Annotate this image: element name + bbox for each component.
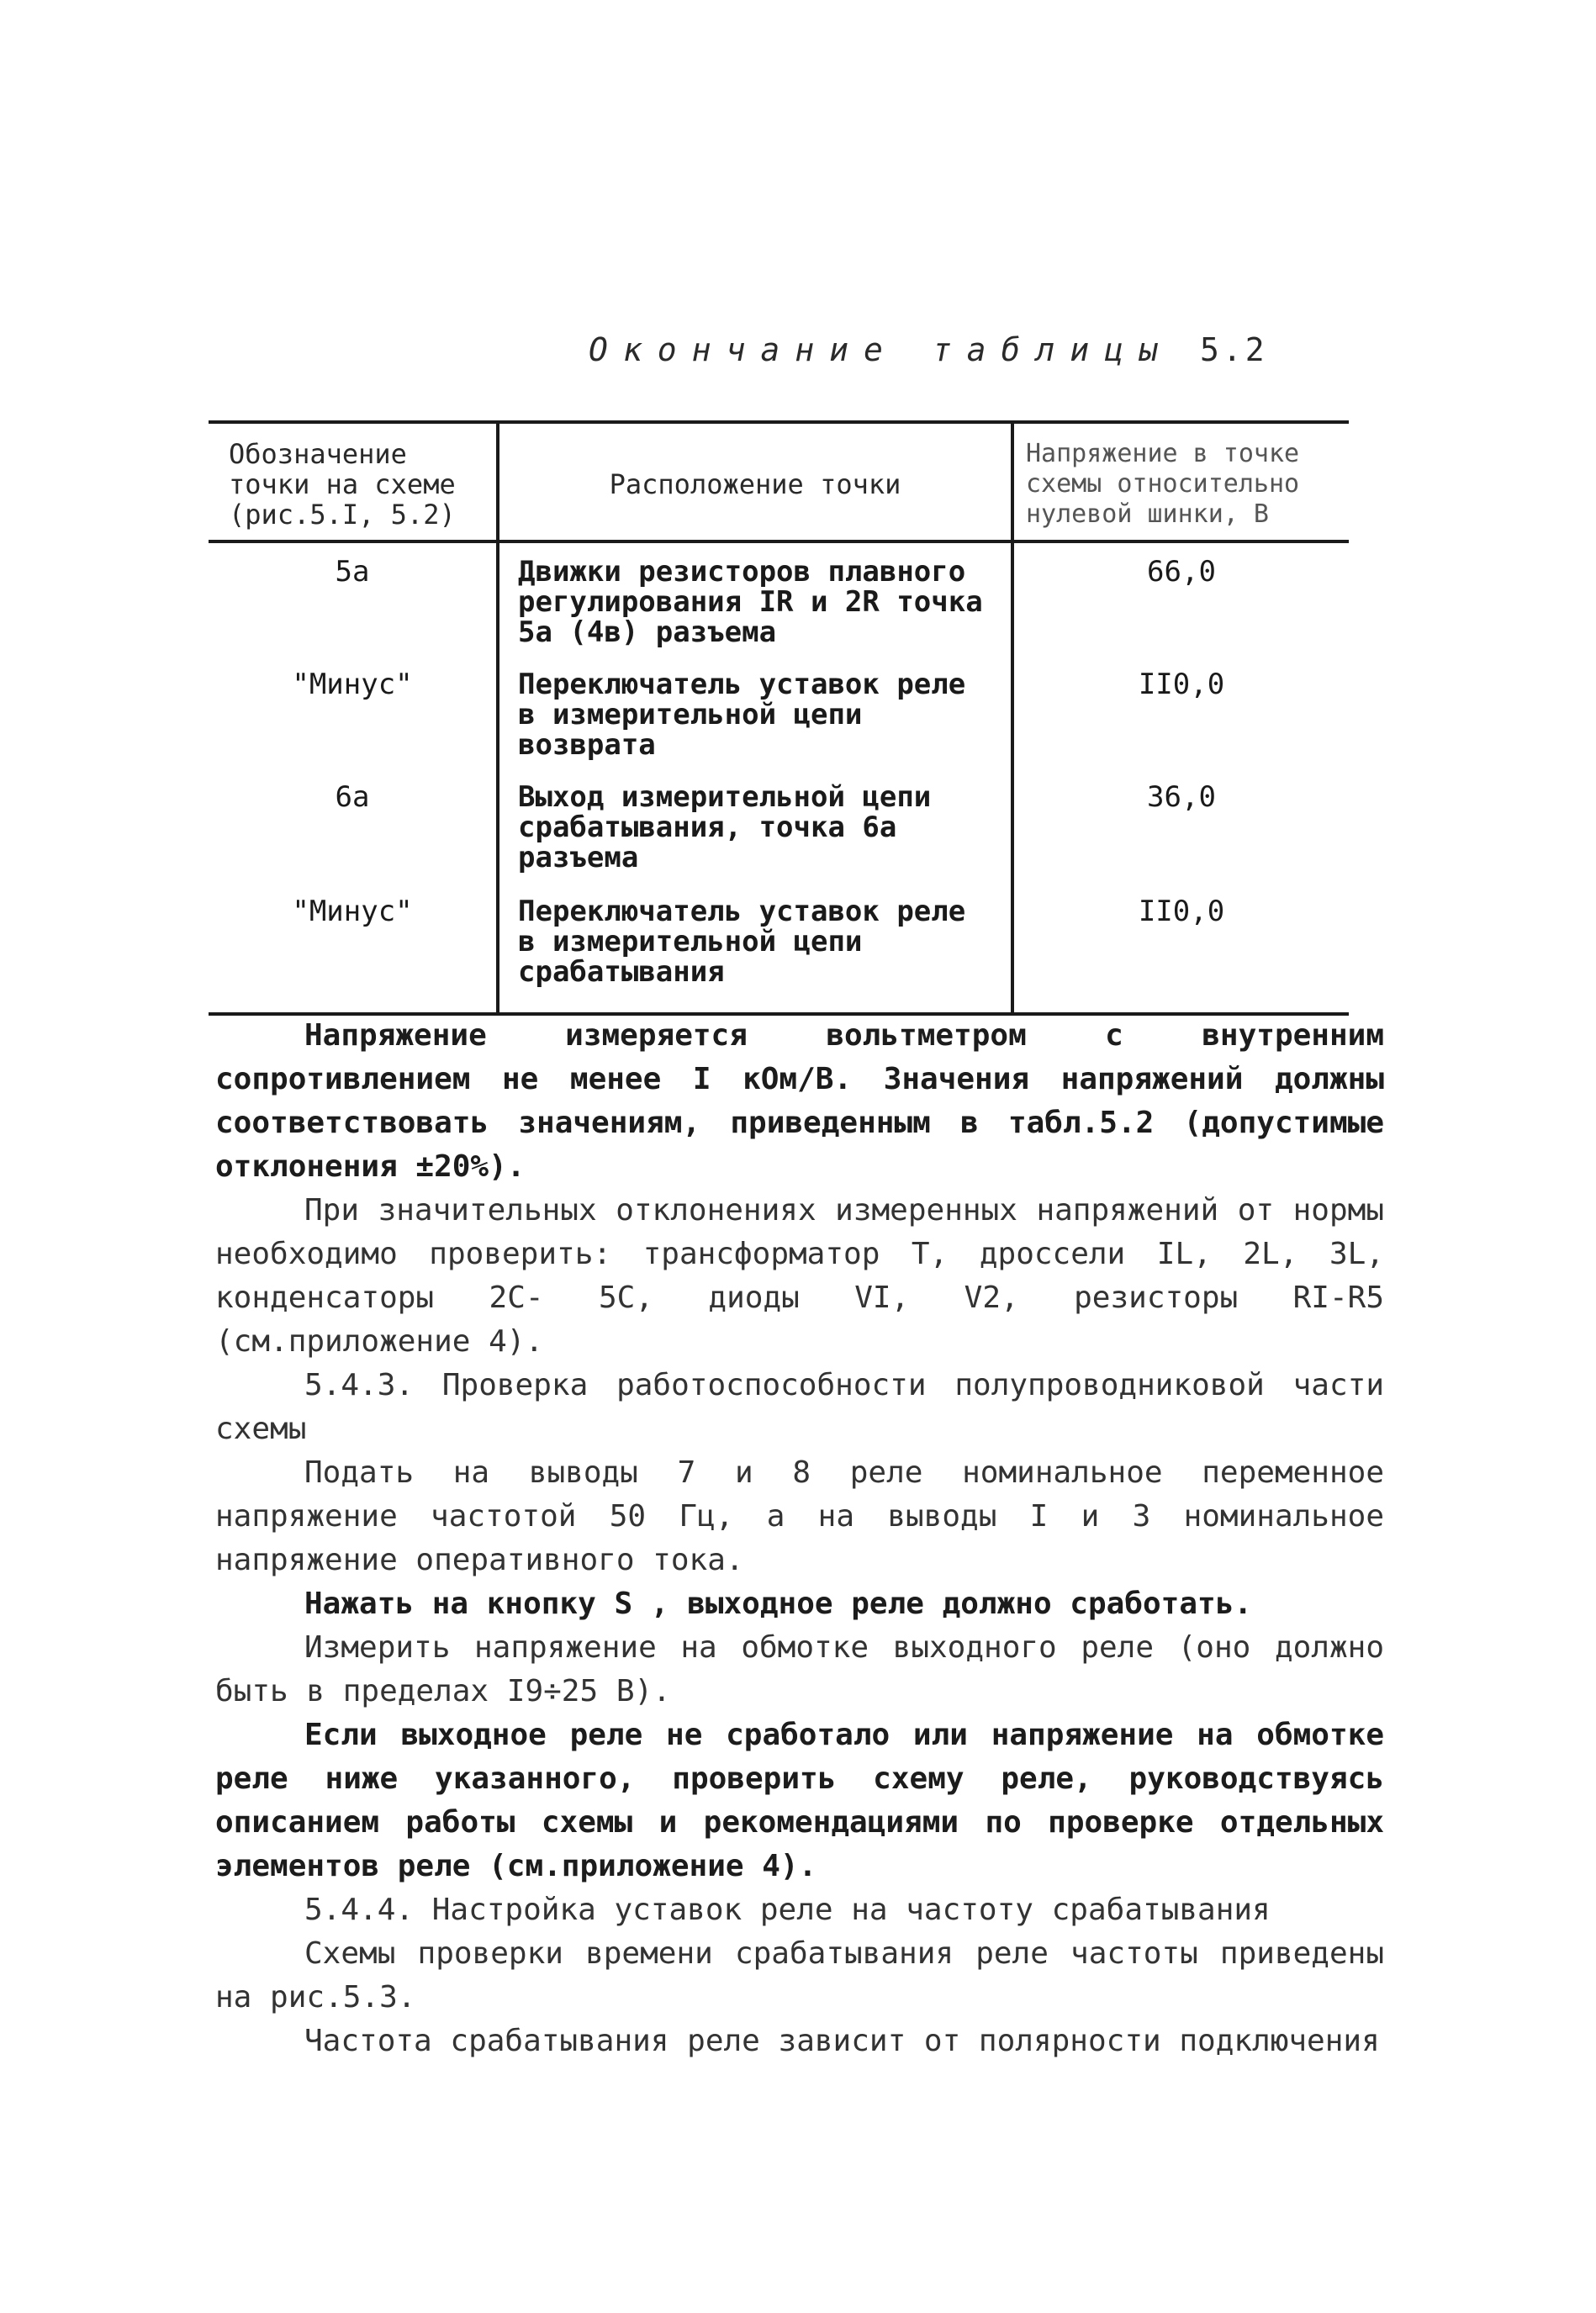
paragraph-deviations: При значительных отклонениях измеренных напряжений от нормы необходимо проверить: трансформатор Т, дроссели IL, 2L, 3L, конденсаторы 2С- 5С, диоды VI, V2, резисторы RI-R5 (см.приложение 4). bbox=[215, 1193, 1384, 1359]
table-caption bbox=[589, 331, 1268, 368]
header-location: Расположение точки bbox=[498, 422, 1012, 541]
table-row bbox=[209, 883, 1349, 1014]
caption-text: Окончание таблицы bbox=[589, 331, 1173, 368]
body-text bbox=[215, 1014, 1384, 2063]
cell-voltage: II0,0 bbox=[1012, 656, 1349, 768]
paragraph-5-4-4-heading: 5.4.4. Настройка уставок реле на частоту срабатывания bbox=[304, 1893, 1271, 1927]
paragraph-measure-voltage: Измерить напряжение на обмотке выходного реле (оно должно быть в пределах I9÷25 В). bbox=[215, 1630, 1384, 1708]
cell-location: Движки резисторов плавного регулирования IR и 2R точка 5а (4в) разъема bbox=[498, 541, 1012, 656]
table-row bbox=[209, 768, 1349, 883]
cell-mark: "Минус" bbox=[292, 668, 413, 701]
header-mark: Обозначение точки на схеме (рис.5.I, 5.2) bbox=[209, 422, 498, 541]
cell-location: Выход измерительной цепи срабатывания, точка 6а разъема bbox=[498, 768, 1012, 883]
cell-voltage: 36,0 bbox=[1012, 768, 1349, 883]
paragraph-press-button: Нажать на кнопку S , выходное реле должно сработать. bbox=[304, 1587, 1253, 1621]
cell-mark: "Минус" bbox=[292, 895, 413, 928]
cell-location: Переключатель уставок реле в измерительной цепи срабатывания bbox=[498, 883, 1012, 1014]
paragraph-test-schemes: Схемы проверки времени срабатывания реле частоты приведены на рис.5.3. bbox=[215, 1936, 1384, 2015]
paragraph-if-not-triggered: Если выходное реле не сработало или напряжение на обмотке реле ниже указанного, проверить схему реле, руководствуясь описанием работы схемы и рекомендациями по проверке отдельных элементов реле (см.приложение 4). bbox=[215, 1718, 1384, 1883]
caption-number: 5.2 bbox=[1199, 331, 1268, 368]
paragraph-5-4-3-heading: 5.4.3. Проверка работоспособности полупроводниковой части схемы bbox=[215, 1368, 1384, 1446]
cell-voltage: 66,0 bbox=[1012, 541, 1349, 656]
cell-location: Переключатель уставок реле в измерительной цепи возврата bbox=[498, 656, 1012, 768]
table-header-row bbox=[209, 422, 1349, 541]
voltage-table bbox=[209, 420, 1349, 1016]
paragraph-polarity: Частота срабатывания реле зависит от полярности подключения bbox=[304, 2024, 1380, 2058]
paragraph-voltmeter: Напряжение измеряется вольтметром с внутренним сопротивлением не менее I кОм/В. Значения напряжений должны соответствовать значениям, приведенным в табл.5.2 (допустимые отклонения ±20%). bbox=[215, 1018, 1384, 1184]
cell-mark: 5а bbox=[335, 555, 370, 589]
table-row bbox=[209, 656, 1349, 768]
paragraph-apply-voltage: Подать на выводы 7 и 8 реле номинальное переменное напряжение частотой 50 Гц, а на выводы I и 3 номинальное напряжение оперативного тока. bbox=[215, 1455, 1384, 1577]
cell-mark: 6а bbox=[335, 780, 370, 814]
table-row bbox=[209, 541, 1349, 656]
cell-voltage: II0,0 bbox=[1012, 883, 1349, 1014]
header-voltage: Напряжение в точке схемы относительно нулевой шинки, В bbox=[1012, 422, 1349, 541]
